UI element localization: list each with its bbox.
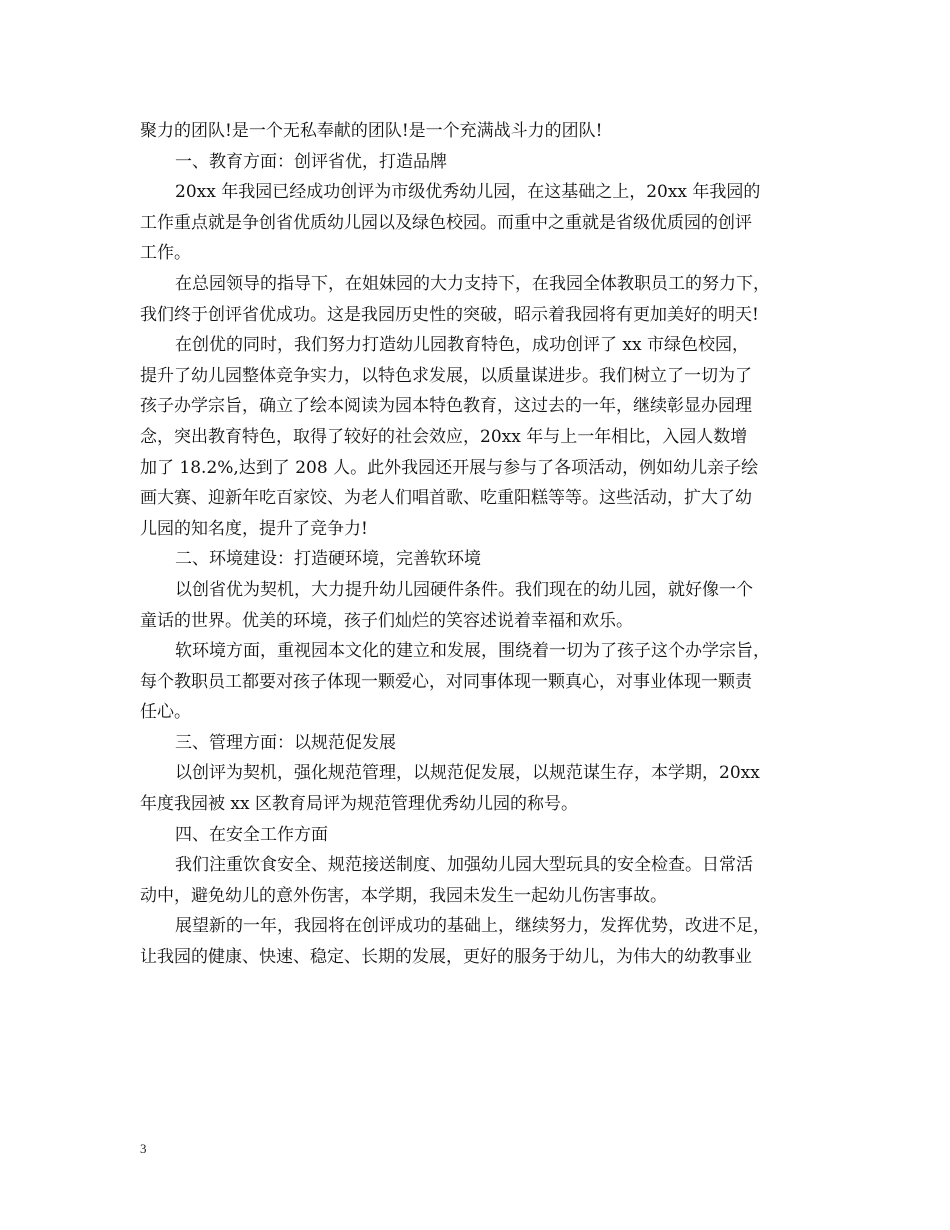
text-line: 让我园的健康、快速、稳定、长期的发展，更好的服务于幼儿，为伟大的幼教事业 (140, 947, 752, 968)
text-line: 以创省优为契机，大力提升幼儿园硬件条件。我们现在的幼儿园，就好像一个 (175, 579, 753, 600)
text-line: 加了 18.2%,达到了 208 人。此外我园还开展与参与了各项活动，例如幼儿亲子绘 (140, 457, 759, 478)
text-line: 儿园的知名度，提升了竞争力! (140, 518, 368, 539)
text-line: 软环境方面，重视园本文化的建立和发展，围绕着一切为了孩子这个办学宗旨， (175, 641, 770, 662)
text-line: 一、教育方面：创评省优，打造品牌 (175, 151, 447, 172)
text-line: 三、管理方面：以规范促发展 (175, 732, 396, 753)
text-line: 我们终于创评省优成功。这是我园历史性的突破，昭示着我园将有更加美好的明天! (140, 304, 759, 325)
text-line: 在总园领导的指导下，在姐妹园的大力支持下，在我园全体教职员工的努力下， (175, 273, 770, 294)
text-line: 工作重点就是争创省优质幼儿园以及绿色校园。而重中之重就是省级优质园的创评 (140, 212, 752, 233)
text-line: 展望新的一年，我园将在创评成功的基础上，继续努力，发挥优势，改进不足， (175, 916, 770, 937)
document-body (140, 116, 820, 973)
text-line: 聚力的团队!是一个无私奉献的团队!是一个充满战斗力的团队! (140, 121, 603, 141)
text-line: 工作。 (140, 243, 191, 264)
text-line: 童话的世界。优美的环境，孩子们灿烂的笑容述说着幸福和欢乐。 (140, 610, 633, 631)
page-number: 3 (140, 1141, 147, 1156)
text-line: 念，突出教育特色，取得了较好的社会效应，20xx 年与上一年相比，入园人数增 (140, 426, 748, 447)
text-line: 提升了幼儿园整体竞争实力，以特色求发展，以质量谋进步。我们树立了一切为了 (140, 365, 752, 386)
text-line: 我们注重饮食安全、规范接送制度、加强幼儿园大型玩具的安全检查。日常活 (175, 855, 753, 876)
text-line: 二、环境建设：打造硬环境，完善软环境 (175, 549, 481, 570)
text-line: 孩子办学宗旨，确立了绘本阅读为园本特色教育，这过去的一年，继续彰显办园理 (140, 396, 752, 417)
text-line: 每个教职员工都要对孩子体现一颗爱心，对同事体现一颗真心，对事业体现一颗责 (140, 671, 752, 692)
text-line: 动中，避免幼儿的意外伤害，本学期，我园未发生一起幼儿伤害事故。 (140, 885, 667, 906)
text-line: 四、在安全工作方面 (175, 824, 328, 845)
text-line: 在创优的同时，我们努力打造幼儿园教育特色，成功创评了 xx 市绿色校园， (175, 335, 749, 356)
text-line: 以创评为契机，强化规范管理，以规范促发展，以规范谋生存，本学期，20xx (175, 763, 760, 784)
text-line: 任心。 (140, 702, 191, 723)
text-line: 年度我园被 xx 区教育局评为规范管理优秀幼儿园的称号。 (140, 794, 578, 815)
text-line: 画大赛、迎新年吃百家饺、为老人们唱首歌、吃重阳糕等等。这些活动，扩大了幼 (140, 488, 752, 509)
text-line: 20xx 年我园已经成功创评为市级优秀幼儿园，在这基础之上，20xx 年我园的 (175, 182, 761, 203)
